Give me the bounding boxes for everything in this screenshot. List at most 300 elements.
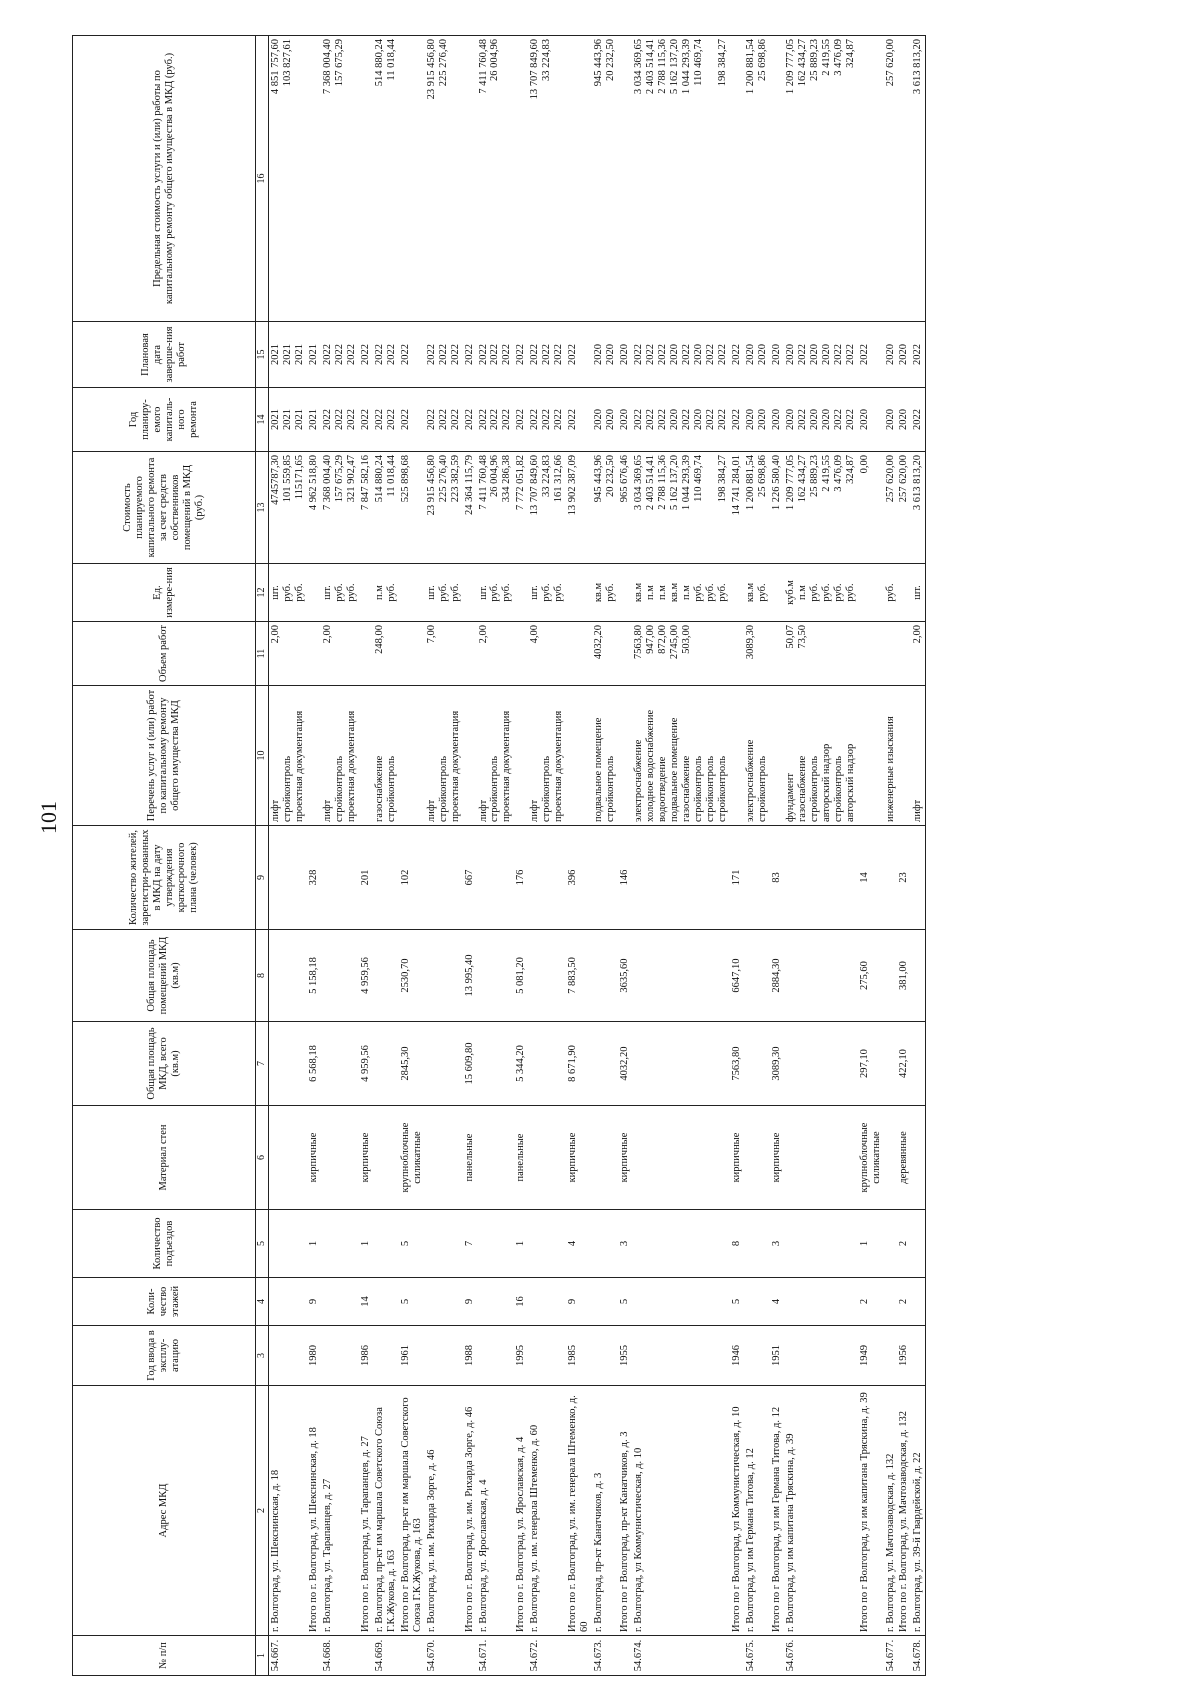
cost-limit [553, 39, 565, 318]
cost: 26 004,96 [489, 455, 501, 497]
repair-year: 2020 [898, 409, 910, 430]
repair-year-cell [632, 388, 730, 452]
address: Итого по г Волгоград, пр-кт Канатчиков, д. 3 [618, 1386, 632, 1636]
repair-year: 2021 [281, 409, 293, 430]
planned-date: 2022 [333, 344, 345, 365]
repair-year: 2022 [373, 409, 385, 430]
unit-cell [897, 564, 911, 622]
work-volume: 73,50 [796, 625, 808, 649]
wall-material: крупноблочные силикатные [858, 1106, 884, 1210]
cost-limit [501, 39, 513, 318]
wall-material: панельные [514, 1106, 528, 1210]
wall-material: деревянные [897, 1106, 911, 1210]
address: г. Волгоград, ул. Шекснинская, д. 18 [269, 1386, 307, 1636]
cost-limit-cell [399, 36, 425, 322]
unit: п.м [645, 585, 657, 600]
work-item: авторский надзор [820, 743, 832, 822]
repair-year-cell [858, 388, 884, 452]
year-built: 1986 [359, 1326, 373, 1386]
planned-date-cell [592, 322, 618, 388]
cost-limit: 2 788 115,36 [657, 39, 669, 94]
unit: кв.м [669, 582, 681, 603]
wall-material: крупноблочные силикатные [399, 1106, 425, 1210]
entrances [528, 1210, 566, 1278]
column-header: № п/п [73, 1636, 256, 1676]
floors [632, 1278, 730, 1326]
work-volume: 3089,30 [744, 625, 756, 660]
cost: 3 613 813,20 [912, 455, 924, 511]
repair-year: 2020 [756, 409, 768, 430]
repair-year-cell [618, 388, 632, 452]
work-item-cell [463, 686, 477, 826]
cost-limit: 2 403 514,41 [645, 39, 657, 95]
premises-area: 5 158,18 [307, 930, 321, 1022]
floors: 5 [730, 1278, 744, 1326]
premises-area: 7 883,50 [566, 930, 592, 1022]
planned-date: 2022 [425, 344, 437, 365]
unit: руб. [293, 583, 305, 602]
cost: 0,00 [858, 455, 870, 474]
planned-date: 2020 [669, 344, 681, 365]
entrances: 1 [307, 1210, 321, 1278]
floors [884, 1278, 898, 1326]
cost-limit-cell [321, 36, 359, 322]
unit-cell [321, 564, 359, 622]
cost-cell [321, 452, 359, 564]
floors [425, 1278, 463, 1326]
cost-limit: 13 707 849,60 [529, 39, 541, 100]
column-number: 14 [256, 388, 269, 452]
floors: 4 [770, 1278, 784, 1326]
work-volume [833, 625, 845, 682]
planned-date: 2022 [373, 344, 385, 365]
repair-year-cell [321, 388, 359, 452]
table-row [884, 36, 898, 1676]
work-item-cell [321, 686, 359, 826]
cost: 514 880,24 [373, 455, 385, 503]
wall-material [632, 1106, 730, 1210]
table-row [632, 36, 730, 1676]
unit-cell [592, 564, 618, 622]
year-built [744, 1326, 770, 1386]
unit-cell [399, 564, 425, 622]
work-item: стройконтроль [832, 755, 844, 822]
table-body [269, 36, 926, 1676]
residents [592, 826, 618, 930]
cost-limit-cell [566, 36, 592, 322]
work-volume-cell [399, 622, 425, 686]
total-area: 8 671,90 [566, 1022, 592, 1106]
total-area: 4032,20 [618, 1022, 632, 1106]
floors [528, 1278, 566, 1326]
entrances: 2 [897, 1210, 911, 1278]
planned-date-cell [269, 322, 307, 388]
residents: 201 [359, 826, 373, 930]
entrances [269, 1210, 307, 1278]
repair-year: 2022 [515, 409, 527, 430]
repair-year: 2022 [477, 409, 489, 430]
premises-area: 2884,30 [770, 930, 784, 1022]
floors: 9 [307, 1278, 321, 1326]
table-row [744, 36, 770, 1676]
cost-cell [770, 452, 784, 564]
address: г. Волгоград, ул. Мачтозаводская, д. 132 [884, 1386, 898, 1636]
column-header: Год планиру-емого капиталь-ного ремонта [73, 388, 256, 452]
unit: руб. [385, 583, 397, 602]
address: г. Волгоград, пр-кт им маршала Советского Союза Г.К.Жукова, д. 163 [373, 1386, 399, 1636]
row-number [858, 1636, 884, 1676]
repair-year: 2022 [449, 409, 461, 430]
work-item: проектная документация [293, 710, 305, 822]
row-number: 54.673. [592, 1636, 618, 1676]
unit: руб. [756, 583, 768, 602]
work-volume [501, 625, 513, 682]
cost: 2 403 514,41 [645, 455, 657, 511]
work-item: проектная документация [449, 710, 461, 822]
work-volume: 2,00 [321, 625, 333, 644]
work-item: стройконтроль [808, 755, 820, 822]
cost-cell [477, 452, 515, 564]
repair-year-cell [463, 388, 477, 452]
row-number [770, 1636, 784, 1676]
planned-date: 2022 [730, 344, 742, 365]
wall-material [269, 1106, 307, 1210]
work-item-cell [784, 686, 858, 826]
wall-material: кирпичные [359, 1106, 373, 1210]
repair-year: 2022 [730, 409, 742, 430]
repair-year: 2022 [567, 409, 579, 430]
cost-limit-cell [373, 36, 399, 322]
cost-limit: 26 004,96 [489, 39, 501, 81]
address: г. Волгоград, ул. 39-й Гвардейской, д. 22 [911, 1386, 925, 1636]
floors [477, 1278, 515, 1326]
work-item-cell [514, 686, 528, 826]
cost: 13 902 387,09 [567, 455, 579, 516]
work-volume [541, 625, 553, 682]
year-built [321, 1326, 359, 1386]
cost: 7 411 760,48 [477, 455, 489, 510]
repair-year: 2020 [744, 409, 756, 430]
planned-date: 2022 [385, 344, 397, 365]
planned-date-cell [477, 322, 515, 388]
repair-year: 2022 [832, 409, 844, 430]
work-volume-cell [373, 622, 399, 686]
repair-year: 2022 [489, 409, 501, 430]
table-row [269, 36, 307, 1676]
repair-year: 2020 [619, 409, 631, 430]
planned-date-cell [359, 322, 373, 388]
premises-area: 2530,70 [399, 930, 425, 1022]
total-area [911, 1022, 925, 1106]
work-volume-cell [463, 622, 477, 686]
work-item: стройконтроль [756, 755, 768, 822]
cost: 4745787,30 [270, 455, 281, 505]
address: Итого по г. Волгоград, ул. Шекснинская, д. 18 [307, 1386, 321, 1636]
planned-date-cell [514, 322, 528, 388]
work-volume [821, 625, 833, 682]
table-row [425, 36, 463, 1676]
address: г. Волгоград, ул им Германа Титова, д. 12 [744, 1386, 770, 1636]
work-item-cell [269, 686, 307, 826]
repair-year: 2022 [529, 409, 541, 430]
row-number: 54.677. [884, 1636, 898, 1676]
table-row [730, 36, 744, 1676]
cost-limit [346, 39, 358, 318]
unit: шт. [270, 585, 281, 600]
work-item: стройконтроль [489, 755, 501, 822]
repair-year-cell [884, 388, 898, 452]
planned-date: 2022 [716, 344, 728, 365]
work-item: стройконтроль [541, 755, 553, 822]
repair-year: 2022 [345, 409, 357, 430]
floors [911, 1278, 925, 1326]
table-row [477, 36, 515, 1676]
work-item: стройконтроль [385, 755, 397, 822]
row-number [566, 1636, 592, 1676]
work-volume [438, 625, 450, 682]
planned-date: 2022 [633, 344, 645, 365]
entrances: 4 [566, 1210, 592, 1278]
work-item-cell [884, 686, 898, 826]
work-volume-cell [359, 622, 373, 686]
unit: руб. [820, 583, 832, 602]
cost-limit-cell [632, 36, 730, 322]
repair-year: 2022 [844, 409, 856, 430]
work-volume [809, 625, 821, 682]
year-built: 1955 [618, 1326, 632, 1386]
unit-cell [632, 564, 730, 622]
cost-limit: 162 434,27 [796, 39, 808, 87]
cost-cell [528, 452, 566, 564]
table-row [463, 36, 477, 1676]
repair-year: 2022 [321, 409, 333, 430]
repair-year: 2020 [884, 409, 896, 430]
cost: 115171,65 [293, 455, 305, 500]
entrances: 5 [399, 1210, 425, 1278]
work-volume: 2,00 [477, 625, 489, 644]
year-built: 1988 [463, 1326, 477, 1386]
planned-date: 2022 [657, 344, 669, 365]
premises-area [884, 930, 898, 1022]
residents [373, 826, 399, 930]
wall-material [592, 1106, 618, 1210]
work-volume [717, 625, 729, 682]
repair-year: 2020 [669, 409, 681, 430]
cost: 2 419,55 [820, 455, 832, 492]
unit-cell [359, 564, 373, 622]
planned-date: 2022 [858, 344, 870, 365]
unit: кв.м [633, 582, 645, 603]
work-item-cell [399, 686, 425, 826]
work-volume-cell [618, 622, 632, 686]
repair-year-cell [770, 388, 784, 452]
work-item-cell [911, 686, 925, 826]
year-built: 1956 [897, 1326, 911, 1386]
work-volume: 2,00 [270, 625, 281, 644]
address: г. Волгоград, ул. им. Рихарда Зорге, д. 46 [425, 1386, 463, 1636]
work-volume [845, 625, 857, 682]
column-header: Коли-чество этажей [73, 1278, 256, 1326]
address: Итого по г Волгоград, ул Коммунистическая, д. 10 [730, 1386, 744, 1636]
work-volume-cell [784, 622, 858, 686]
entrances: 1 [858, 1210, 884, 1278]
unit-cell [784, 564, 858, 622]
cost-cell [632, 452, 730, 564]
work-volume-cell [321, 622, 359, 686]
unit: руб. [541, 583, 553, 602]
planned-date: 2020 [692, 344, 704, 365]
cost-limit-cell [730, 36, 744, 322]
premises-area: 6647,10 [730, 930, 744, 1022]
repair-year: 2022 [425, 409, 437, 430]
work-item: проектная документация [501, 710, 513, 822]
cost-cell [618, 452, 632, 564]
total-area [321, 1022, 359, 1106]
work-volume: 947,00 [645, 625, 657, 654]
cost-cell [269, 452, 307, 564]
planned-date: 2022 [567, 344, 579, 365]
cost-limit: 11 018,44 [385, 39, 397, 81]
year-built: 1951 [770, 1326, 784, 1386]
work-item: газоснабжение [681, 755, 692, 822]
cost-limit [450, 39, 462, 318]
column-header: Объем работ [73, 622, 256, 686]
cost: 525 898,68 [399, 455, 411, 503]
unit: руб. [553, 583, 565, 602]
repair-year-cell [399, 388, 425, 452]
work-volume [334, 625, 346, 682]
cost-limit: 225 276,40 [437, 39, 449, 87]
repair-year: 2022 [501, 409, 513, 430]
planned-date-cell [463, 322, 477, 388]
year-built [632, 1326, 730, 1386]
planned-date: 2022 [321, 344, 333, 365]
total-area: 297,10 [858, 1022, 884, 1106]
planned-date-cell [730, 322, 744, 388]
cost-limit: 25 698,86 [756, 39, 768, 81]
address: Итого по г. Волгоград, ул. им. Рихарда Зорге, д. 46 [463, 1386, 477, 1636]
repair-year: 2020 [858, 409, 870, 430]
residents [632, 826, 730, 930]
cost-limit-cell [359, 36, 373, 322]
planned-date-cell [744, 322, 770, 388]
column-header: Перечень услуг и (или) работ по капитальному ремонту общего имущества МКД [73, 686, 256, 826]
residents [321, 826, 359, 930]
floors [784, 1278, 858, 1326]
unit-cell [858, 564, 884, 622]
unit: п.м [681, 585, 692, 600]
residents: 23 [897, 826, 911, 930]
work-item-cell [307, 686, 321, 826]
cost: 4 962 518,80 [307, 455, 319, 511]
planned-date: 2022 [463, 344, 475, 365]
repair-year-cell [911, 388, 925, 452]
cost: 110 469,74 [692, 455, 704, 502]
unit-cell [514, 564, 528, 622]
work-volume [346, 625, 358, 682]
work-item: лифт [321, 799, 333, 822]
cost: 33 224,83 [541, 455, 553, 497]
cost-limit-cell [592, 36, 618, 322]
wall-material [528, 1106, 566, 1210]
cost-cell [858, 452, 884, 564]
work-item-cell [858, 686, 884, 826]
row-number [399, 1636, 425, 1676]
work-volume [386, 625, 398, 682]
residents [425, 826, 463, 930]
planned-date: 2022 [399, 344, 411, 365]
cost-limit: 7 368 004,40 [321, 39, 333, 95]
work-volume [489, 625, 501, 682]
floors [321, 1278, 359, 1326]
table-row [566, 36, 592, 1676]
column-number: 12 [256, 564, 269, 622]
cost-cell [744, 452, 770, 564]
repair-year: 2022 [633, 409, 645, 430]
repair-year-cell [425, 388, 463, 452]
address: Итого по г. Волгоград, ул. Тарапанцев, д. 27 [359, 1386, 373, 1636]
wall-material [911, 1106, 925, 1210]
work-volume-cell [592, 622, 618, 686]
work-item: холодное водоснабжение [645, 709, 657, 822]
repair-year-cell [528, 388, 566, 452]
wall-material [425, 1106, 463, 1210]
column-number: 6 [256, 1106, 269, 1210]
total-area [632, 1022, 730, 1106]
work-item: стройконтроль [437, 755, 449, 822]
column-number: 3 [256, 1326, 269, 1386]
entrances [373, 1210, 399, 1278]
cost-limit: 7 411 760,48 [477, 39, 489, 94]
residents [477, 826, 515, 930]
repair-year: 2020 [593, 409, 605, 430]
row-number [897, 1636, 911, 1676]
residents [784, 826, 858, 930]
work-item-cell [425, 686, 463, 826]
year-built [373, 1326, 399, 1386]
entrances [592, 1210, 618, 1278]
floors [592, 1278, 618, 1326]
wall-material [744, 1106, 770, 1210]
total-area: 15 609,80 [463, 1022, 477, 1106]
column-header: Стоимость планируемого капитального ремонта за счет средств собственников помещений в МКД (руб.) [73, 452, 256, 564]
planned-date: 2022 [681, 344, 692, 365]
planned-date-cell [897, 322, 911, 388]
table-header [73, 36, 269, 1676]
work-volume [450, 625, 462, 682]
cost-limit: 103 827,61 [281, 39, 293, 87]
work-item: лифт [425, 799, 437, 822]
column-header: Количество жителей, зарегистри-рованных в МКД на дату утверждения краткосрочного плана (человек) [73, 826, 256, 930]
repair-year: 2022 [553, 409, 565, 430]
cost-cell [373, 452, 399, 564]
total-area [528, 1022, 566, 1106]
residents: 176 [514, 826, 528, 930]
column-number: 10 [256, 686, 269, 826]
planned-date: 2021 [281, 344, 293, 365]
cost-cell [784, 452, 858, 564]
cost: 324,87 [844, 455, 856, 484]
table-row [359, 36, 373, 1676]
column-header: Количество подъездов [73, 1210, 256, 1278]
floors: 9 [463, 1278, 477, 1326]
residents: 171 [730, 826, 744, 930]
cost-cell [884, 452, 898, 564]
work-item: стройконтроль [281, 755, 293, 822]
premises-area [269, 930, 307, 1022]
repair-year: 2021 [270, 409, 281, 430]
work-item-cell [528, 686, 566, 826]
